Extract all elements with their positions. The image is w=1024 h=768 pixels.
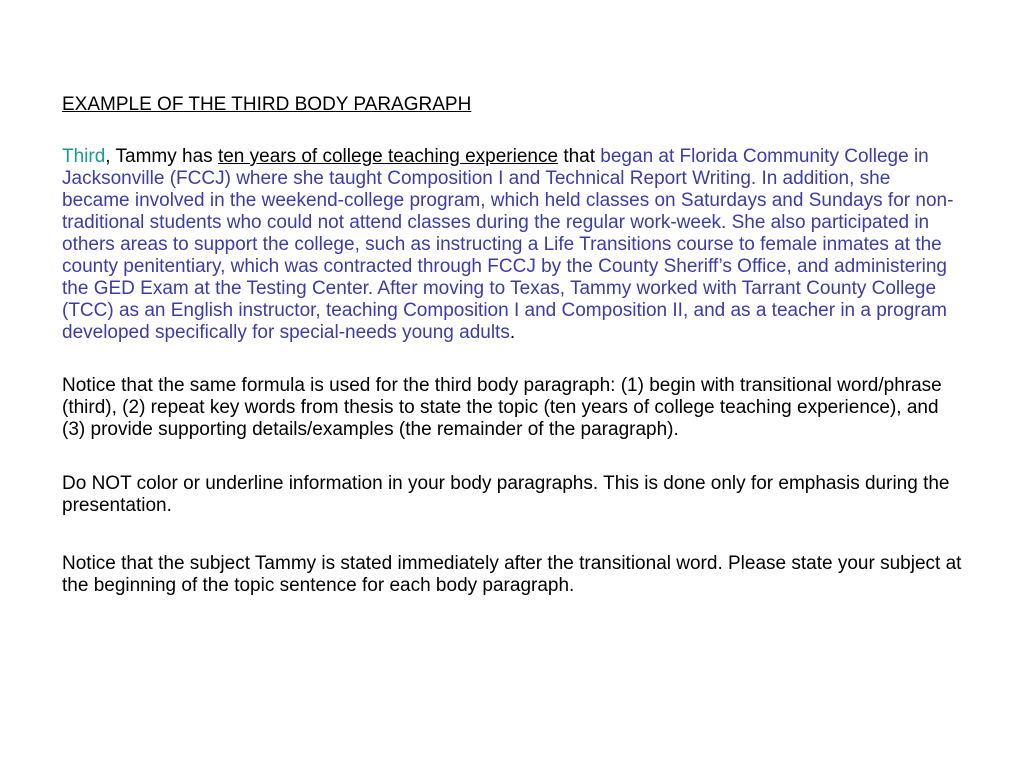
topic-phrase: ten years of college teaching experience: [217, 146, 559, 167]
color-note: Do NOT color or underline information in your body paragraphs. This is done only for emphasis during the presentation.: [62, 473, 950, 516]
subject-note: Notice that the subject Tammy is stated immediately after the transitional word. Please state your subject at the beginning of the topic sentence for each body paragraph.: [62, 553, 962, 596]
slide-heading: EXAMPLE OF THE THIRD BODY PARAGRAPH: [62, 94, 472, 115]
transition-word: Third: [62, 146, 106, 167]
subject-text: , Tammy has: [105, 146, 218, 167]
end-punctuation: .: [509, 322, 516, 343]
supporting-details: began at Florida Community College in Jacksonville (FCCJ) where she taught Composition I and Technical Report Writing. In addition, she became involved in the weekend-college program, which held classes on Saturdays and Sundays for non-traditional students who could not attend classes during the regular work-week. She also participated in others areas to support the college, such as instructing a Life Transitions course to female inmates at the county penitentiary, which was contracted through FCCJ by the County Sheriff’s Office, and administering the GED Exam at the Testing Center. After moving to Texas, Tammy worked with Tarrant County College (TCC) as an English instructor, teaching Composition I and Composition II, and as a teacher in a program developed specifically for special-needs young adults: [62, 146, 954, 343]
slide-content: [62, 94, 962, 597]
connector-text: that: [558, 146, 601, 167]
example-paragraph: [62, 146, 962, 344]
formula-note: Notice that the same formula is used for the third body paragraph: (1) begin with transitional word/phrase (third), (2) repeat key words from thesis to state the topic (ten years of college teaching experience), and (3) provide supporting details/examples (the remainder of the paragraph).: [62, 375, 942, 440]
